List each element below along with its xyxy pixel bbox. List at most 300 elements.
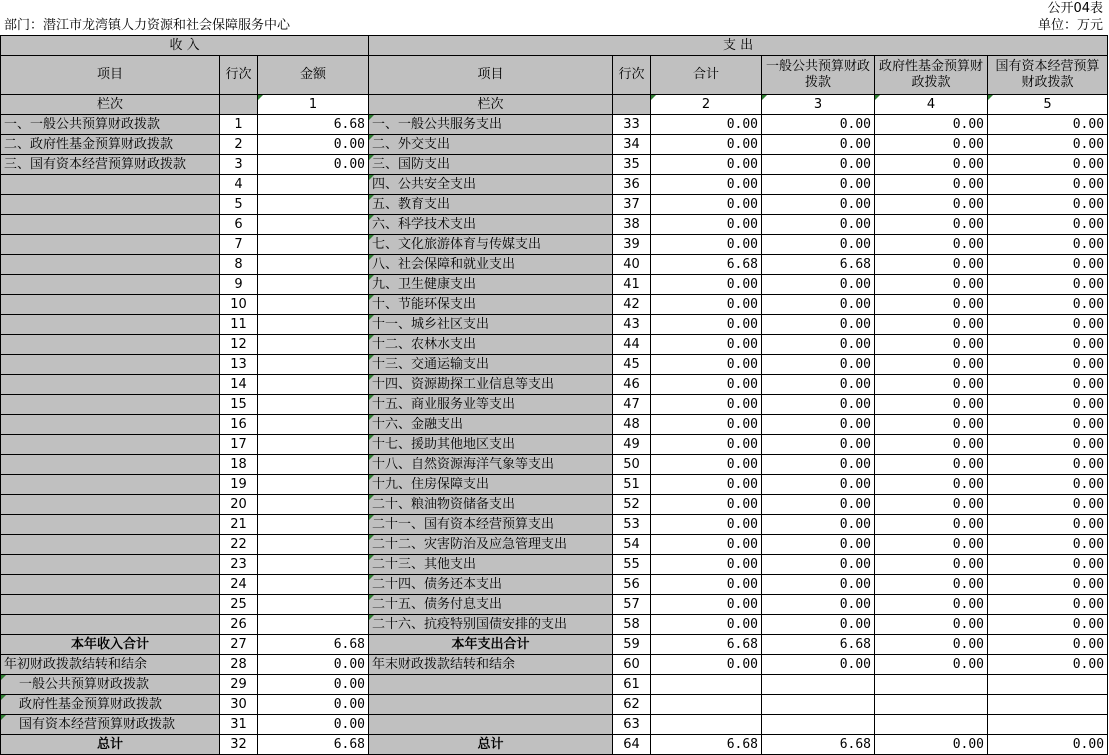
expense-item: 十五、商业服务业等支出 xyxy=(369,395,613,415)
expense-item: 十一、城乡社区支出 xyxy=(369,315,613,335)
grand-total-row xyxy=(1,735,1108,755)
expense-total: 0.00 xyxy=(651,215,762,235)
general-budget-value: 0.00 xyxy=(762,535,875,555)
expense-total: 0.00 xyxy=(651,595,762,615)
expense-line-no: 34 xyxy=(613,135,651,155)
expense-line-no: 53 xyxy=(613,515,651,535)
income-amount xyxy=(258,295,369,315)
general-budget-value: 0.00 xyxy=(762,375,875,395)
income-line-no: 18 xyxy=(220,455,258,475)
expense-item: 二十、粮油物资储备支出 xyxy=(369,495,613,515)
income-item xyxy=(1,335,220,355)
table-row xyxy=(1,195,1108,215)
table-row xyxy=(1,575,1108,595)
table-row xyxy=(1,515,1108,535)
header-row-2 xyxy=(1,56,1108,95)
state-capital-value: 0.00 xyxy=(988,595,1108,615)
sub1-amount: 0.00 xyxy=(258,675,369,695)
income-item xyxy=(1,255,220,275)
expense-line-header: 行次 xyxy=(613,56,651,95)
gov-fund-value: 0.00 xyxy=(875,355,988,375)
sub-row-1 xyxy=(1,675,1108,695)
sub2-exp-no: 62 xyxy=(613,695,651,715)
state-capital-value: 0.00 xyxy=(988,495,1108,515)
carry-out-c5: 0.00 xyxy=(988,655,1108,675)
table-row xyxy=(1,615,1108,635)
gov-fund-value: 0.00 xyxy=(875,395,988,415)
gov-fund-value: 0.00 xyxy=(875,115,988,135)
table-row xyxy=(1,595,1108,615)
income-amount xyxy=(258,335,369,355)
general-budget-value: 0.00 xyxy=(762,275,875,295)
expense-total-c5: 0.00 xyxy=(988,635,1108,655)
income-line-no: 15 xyxy=(220,395,258,415)
general-budget-value: 0.00 xyxy=(762,415,875,435)
carry-in-amount: 0.00 xyxy=(258,655,369,675)
expense-item: 十二、农林水支出 xyxy=(369,335,613,355)
income-amount xyxy=(258,395,369,415)
budget-table xyxy=(0,35,1108,755)
expense-line-no: 38 xyxy=(613,215,651,235)
general-budget-value: 0.00 xyxy=(762,135,875,155)
expense-item: 十、节能环保支出 xyxy=(369,295,613,315)
sub3-exp-no: 63 xyxy=(613,715,651,735)
income-line-no: 5 xyxy=(220,195,258,215)
expense-line-no: 39 xyxy=(613,235,651,255)
gov-fund-value: 0.00 xyxy=(875,415,988,435)
expense-item: 六、科学技术支出 xyxy=(369,215,613,235)
expense-item: 七、文化旅游体育与传媒支出 xyxy=(369,235,613,255)
income-amount xyxy=(258,215,369,235)
state-capital-value: 0.00 xyxy=(988,515,1108,535)
income-line-no: 16 xyxy=(220,415,258,435)
income-line-no: 17 xyxy=(220,435,258,455)
income-amount xyxy=(258,355,369,375)
expense-line-no: 35 xyxy=(613,155,651,175)
expense-line-no: 50 xyxy=(613,455,651,475)
income-total-row xyxy=(1,635,1108,655)
expense-total-header: 合计 xyxy=(651,56,762,95)
gov-fund-value: 0.00 xyxy=(875,155,988,175)
sub3-blank-c xyxy=(875,715,988,735)
general-budget-value: 0.00 xyxy=(762,435,875,455)
income-item xyxy=(1,235,220,255)
table-row xyxy=(1,415,1108,435)
expense-item: 八、社会保障和就业支出 xyxy=(369,255,613,275)
sub1-blank-c xyxy=(875,675,988,695)
expense-item: 十三、交通运输支出 xyxy=(369,355,613,375)
column-index-row xyxy=(1,95,1108,115)
table-row xyxy=(1,115,1108,135)
carry-out-c3: 0.00 xyxy=(762,655,875,675)
expense-item: 三、国防支出 xyxy=(369,155,613,175)
income-line-no: 7 xyxy=(220,235,258,255)
gov-fund-value: 0.00 xyxy=(875,195,988,215)
table-row xyxy=(1,215,1108,235)
gov-fund-value: 0.00 xyxy=(875,315,988,335)
expense-total-label: 本年支出合计 xyxy=(369,635,613,655)
sub2-blank-c xyxy=(875,695,988,715)
income-item xyxy=(1,615,220,635)
sub2-label: 政府性基金预算财政拨款 xyxy=(1,695,220,715)
table-row xyxy=(1,155,1108,175)
income-amount: 0.00 xyxy=(258,135,369,155)
expense-item: 二、外交支出 xyxy=(369,135,613,155)
gov-fund-value: 0.00 xyxy=(875,175,988,195)
sub1-exp-blank xyxy=(369,675,613,695)
general-budget-value: 0.00 xyxy=(762,495,875,515)
gov-fund-value: 0.00 xyxy=(875,455,988,475)
expense-total: 0.00 xyxy=(651,135,762,155)
expense-total: 0.00 xyxy=(651,495,762,515)
grand-total-label-out: 总计 xyxy=(369,735,613,755)
expense-item: 二十五、债务付息支出 xyxy=(369,595,613,615)
state-capital-value: 0.00 xyxy=(988,275,1108,295)
expense-item: 二十四、债务还本支出 xyxy=(369,575,613,595)
general-budget-value: 0.00 xyxy=(762,195,875,215)
income-amount xyxy=(258,255,369,275)
state-capital-value: 0.00 xyxy=(988,415,1108,435)
income-item xyxy=(1,575,220,595)
income-amount xyxy=(258,235,369,255)
gov-fund-value: 0.00 xyxy=(875,615,988,635)
income-total-label: 本年收入合计 xyxy=(1,635,220,655)
general-budget-value: 0.00 xyxy=(762,115,875,135)
expense-total: 0.00 xyxy=(651,555,762,575)
income-amount xyxy=(258,275,369,295)
income-line-no: 21 xyxy=(220,515,258,535)
income-header: 收 入 xyxy=(1,36,369,56)
expense-total: 0.00 xyxy=(651,435,762,455)
table-row xyxy=(1,555,1108,575)
gov-fund-value: 0.00 xyxy=(875,535,988,555)
general-budget-value: 0.00 xyxy=(762,315,875,335)
expense-line-no: 45 xyxy=(613,355,651,375)
general-budget-value: 0.00 xyxy=(762,335,875,355)
sub2-blank-b xyxy=(762,695,875,715)
expense-col-label: 栏次 xyxy=(369,95,613,115)
general-budget-value: 0.00 xyxy=(762,615,875,635)
unit-label: 单位：万元 xyxy=(1037,18,1103,33)
expense-total: 0.00 xyxy=(651,535,762,555)
expense-total: 0.00 xyxy=(651,175,762,195)
general-budget-value: 0.00 xyxy=(762,515,875,535)
income-amount xyxy=(258,595,369,615)
expense-total: 0.00 xyxy=(651,375,762,395)
carry-out-total: 0.00 xyxy=(651,655,762,675)
income-amount xyxy=(258,495,369,515)
income-item xyxy=(1,395,220,415)
income-amount: 0.00 xyxy=(258,155,369,175)
state-capital-value: 0.00 xyxy=(988,535,1108,555)
income-item xyxy=(1,455,220,475)
expense-line-no: 49 xyxy=(613,435,651,455)
income-line-no: 25 xyxy=(220,595,258,615)
income-amount xyxy=(258,515,369,535)
income-item xyxy=(1,495,220,515)
carry-in-label: 年初财政拨款结转和结余 xyxy=(1,655,220,675)
state-capital-value: 0.00 xyxy=(988,255,1108,275)
income-line-no: 23 xyxy=(220,555,258,575)
expense-line-no: 36 xyxy=(613,175,651,195)
gov-fund-header: 政府性基金预算财政拨款 xyxy=(875,56,988,95)
table-row xyxy=(1,235,1108,255)
expense-total: 0.00 xyxy=(651,235,762,255)
expense-item: 五、教育支出 xyxy=(369,195,613,215)
col-index-2: 2 xyxy=(651,95,762,115)
income-item xyxy=(1,435,220,455)
gov-fund-value: 0.00 xyxy=(875,375,988,395)
expense-total-c3: 6.68 xyxy=(762,635,875,655)
income-item xyxy=(1,215,220,235)
income-line-no: 9 xyxy=(220,275,258,295)
income-amount-header: 金额 xyxy=(258,56,369,95)
state-capital-value: 0.00 xyxy=(988,395,1108,415)
income-item xyxy=(1,555,220,575)
carry-out-c4: 0.00 xyxy=(875,655,988,675)
income-line-no: 24 xyxy=(220,575,258,595)
col-index-1: 1 xyxy=(258,95,369,115)
gov-fund-value: 0.00 xyxy=(875,435,988,455)
income-item xyxy=(1,415,220,435)
sub-row-2 xyxy=(1,695,1108,715)
income-item: 一、一般公共预算财政拨款 xyxy=(1,115,220,135)
income-line-no: 8 xyxy=(220,255,258,275)
sub3-label: 国有资本经营预算财政拨款 xyxy=(1,715,220,735)
expense-item-header: 项目 xyxy=(369,56,613,95)
grand-total-value: 6.68 xyxy=(651,735,762,755)
income-line-no: 12 xyxy=(220,335,258,355)
expense-line-no: 58 xyxy=(613,615,651,635)
expense-total-no: 59 xyxy=(613,635,651,655)
expense-item: 二十三、其他支出 xyxy=(369,555,613,575)
expense-line-no: 37 xyxy=(613,195,651,215)
income-amount: 6.68 xyxy=(258,115,369,135)
income-item xyxy=(1,475,220,495)
income-amount xyxy=(258,575,369,595)
state-capital-value: 0.00 xyxy=(988,155,1108,175)
gov-fund-value: 0.00 xyxy=(875,335,988,355)
expense-line-no: 56 xyxy=(613,575,651,595)
income-item xyxy=(1,195,220,215)
sub1-blank-d xyxy=(988,675,1108,695)
income-line-no: 3 xyxy=(220,155,258,175)
grand-total-label-in: 总计 xyxy=(1,735,220,755)
grand-total-no-out: 64 xyxy=(613,735,651,755)
table-row xyxy=(1,175,1108,195)
expense-item: 十八、自然资源海洋气象等支出 xyxy=(369,455,613,475)
gov-fund-value: 0.00 xyxy=(875,555,988,575)
gov-fund-value: 0.00 xyxy=(875,515,988,535)
gov-fund-value: 0.00 xyxy=(875,135,988,155)
income-amount xyxy=(258,535,369,555)
state-capital-value: 0.00 xyxy=(988,355,1108,375)
general-budget-value: 0.00 xyxy=(762,555,875,575)
general-budget-value: 0.00 xyxy=(762,595,875,615)
table-row xyxy=(1,275,1108,295)
expense-line-no: 52 xyxy=(613,495,651,515)
general-budget-value: 0.00 xyxy=(762,155,875,175)
table-row xyxy=(1,535,1108,555)
gov-fund-value: 0.00 xyxy=(875,295,988,315)
col-index-5: 5 xyxy=(988,95,1108,115)
income-line-no: 6 xyxy=(220,215,258,235)
expense-line-no: 42 xyxy=(613,295,651,315)
general-budget-value: 0.00 xyxy=(762,395,875,415)
expense-total-value: 6.68 xyxy=(651,635,762,655)
grand-total-c5: 0.00 xyxy=(988,735,1108,755)
income-amount xyxy=(258,175,369,195)
income-line-no: 22 xyxy=(220,535,258,555)
expense-line-no: 57 xyxy=(613,595,651,615)
table-row xyxy=(1,495,1108,515)
income-item xyxy=(1,355,220,375)
state-capital-header: 国有资本经营预算财政拨款 xyxy=(988,56,1108,95)
expense-line-no: 54 xyxy=(613,535,651,555)
expense-item: 二十二、灾害防治及应急管理支出 xyxy=(369,535,613,555)
expense-total: 0.00 xyxy=(651,395,762,415)
gov-fund-value: 0.00 xyxy=(875,275,988,295)
income-item xyxy=(1,175,220,195)
sub1-blank-b xyxy=(762,675,875,695)
department-row xyxy=(0,17,1109,35)
gov-fund-value: 0.00 xyxy=(875,595,988,615)
general-budget-value: 0.00 xyxy=(762,355,875,375)
expense-item: 十四、资源勘探工业信息等支出 xyxy=(369,375,613,395)
table-row xyxy=(1,475,1108,495)
expense-item: 二十一、国有资本经营预算支出 xyxy=(369,515,613,535)
expense-line-no: 40 xyxy=(613,255,651,275)
expense-total: 0.00 xyxy=(651,455,762,475)
table-row xyxy=(1,375,1108,395)
sub3-exp-blank xyxy=(369,715,613,735)
income-amount xyxy=(258,475,369,495)
header-row-1 xyxy=(1,36,1108,56)
income-amount xyxy=(258,615,369,635)
expense-item: 十七、援助其他地区支出 xyxy=(369,435,613,455)
sub3-blank-d xyxy=(988,715,1108,735)
table-row xyxy=(1,455,1108,475)
state-capital-value: 0.00 xyxy=(988,375,1108,395)
expense-total: 0.00 xyxy=(651,335,762,355)
expense-header: 支 出 xyxy=(369,36,1108,56)
gov-fund-value: 0.00 xyxy=(875,235,988,255)
general-budget-value: 0.00 xyxy=(762,215,875,235)
income-col-label: 栏次 xyxy=(1,95,220,115)
income-item xyxy=(1,295,220,315)
income-amount xyxy=(258,195,369,215)
income-item xyxy=(1,535,220,555)
income-line-no: 13 xyxy=(220,355,258,375)
income-amount xyxy=(258,555,369,575)
expense-total: 0.00 xyxy=(651,295,762,315)
table-row xyxy=(1,335,1108,355)
expense-total: 0.00 xyxy=(651,155,762,175)
gov-fund-value: 0.00 xyxy=(875,495,988,515)
income-amount xyxy=(258,375,369,395)
carry-row xyxy=(1,655,1108,675)
state-capital-value: 0.00 xyxy=(988,295,1108,315)
table-row xyxy=(1,135,1108,155)
state-capital-value: 0.00 xyxy=(988,175,1108,195)
grand-total-c3: 6.68 xyxy=(762,735,875,755)
state-capital-value: 0.00 xyxy=(988,555,1108,575)
state-capital-value: 0.00 xyxy=(988,115,1108,135)
income-line-header: 行次 xyxy=(220,56,258,95)
expense-item: 二十六、抗疫特别国债安排的支出 xyxy=(369,615,613,635)
general-budget-value: 0.00 xyxy=(762,175,875,195)
general-budget-value: 0.00 xyxy=(762,475,875,495)
expense-line-no: 43 xyxy=(613,315,651,335)
expense-col-blank xyxy=(613,95,651,115)
expense-line-no: 46 xyxy=(613,375,651,395)
state-capital-value: 0.00 xyxy=(988,335,1108,355)
expense-item: 一、一般公共服务支出 xyxy=(369,115,613,135)
gov-fund-value: 0.00 xyxy=(875,475,988,495)
state-capital-value: 0.00 xyxy=(988,315,1108,335)
income-total-amount: 6.68 xyxy=(258,635,369,655)
expense-total: 0.00 xyxy=(651,315,762,335)
expense-line-no: 47 xyxy=(613,395,651,415)
state-capital-value: 0.00 xyxy=(988,615,1108,635)
sub2-amount: 0.00 xyxy=(258,695,369,715)
col-index-3: 3 xyxy=(762,95,875,115)
sub1-exp-no: 61 xyxy=(613,675,651,695)
general-budget-value: 0.00 xyxy=(762,575,875,595)
income-amount xyxy=(258,435,369,455)
expense-line-no: 44 xyxy=(613,335,651,355)
carry-out-label: 年末财政拨款结转和结余 xyxy=(369,655,613,675)
expense-item: 九、卫生健康支出 xyxy=(369,275,613,295)
state-capital-value: 0.00 xyxy=(988,135,1108,155)
expense-total: 0.00 xyxy=(651,615,762,635)
expense-item: 十六、金融支出 xyxy=(369,415,613,435)
general-budget-value: 0.00 xyxy=(762,455,875,475)
income-item xyxy=(1,375,220,395)
general-budget-value: 6.68 xyxy=(762,255,875,275)
grand-total-c4: 0.00 xyxy=(875,735,988,755)
income-item xyxy=(1,595,220,615)
sub2-blank-d xyxy=(988,695,1108,715)
sub3-blank-b xyxy=(762,715,875,735)
col-index-4: 4 xyxy=(875,95,988,115)
sub-row-3 xyxy=(1,715,1108,735)
expense-item: 四、公共安全支出 xyxy=(369,175,613,195)
income-total-no: 27 xyxy=(220,635,258,655)
expense-total: 0.00 xyxy=(651,355,762,375)
income-line-no: 26 xyxy=(220,615,258,635)
expense-line-no: 55 xyxy=(613,555,651,575)
income-line-no: 2 xyxy=(220,135,258,155)
carry-out-no: 60 xyxy=(613,655,651,675)
state-capital-value: 0.00 xyxy=(988,475,1108,495)
sub1-blank-a xyxy=(651,675,762,695)
income-line-no: 10 xyxy=(220,295,258,315)
income-item-header: 项目 xyxy=(1,56,220,95)
grand-total-amount-in: 6.68 xyxy=(258,735,369,755)
expense-total: 0.00 xyxy=(651,475,762,495)
general-budget-header: 一般公共预算财政拨款 xyxy=(762,56,875,95)
expense-total: 0.00 xyxy=(651,195,762,215)
table-row xyxy=(1,355,1108,375)
income-line-no: 4 xyxy=(220,175,258,195)
sub1-no: 29 xyxy=(220,675,258,695)
general-budget-value: 0.00 xyxy=(762,235,875,255)
sub2-blank-a xyxy=(651,695,762,715)
state-capital-value: 0.00 xyxy=(988,435,1108,455)
expense-line-no: 33 xyxy=(613,115,651,135)
sub3-blank-a xyxy=(651,715,762,735)
